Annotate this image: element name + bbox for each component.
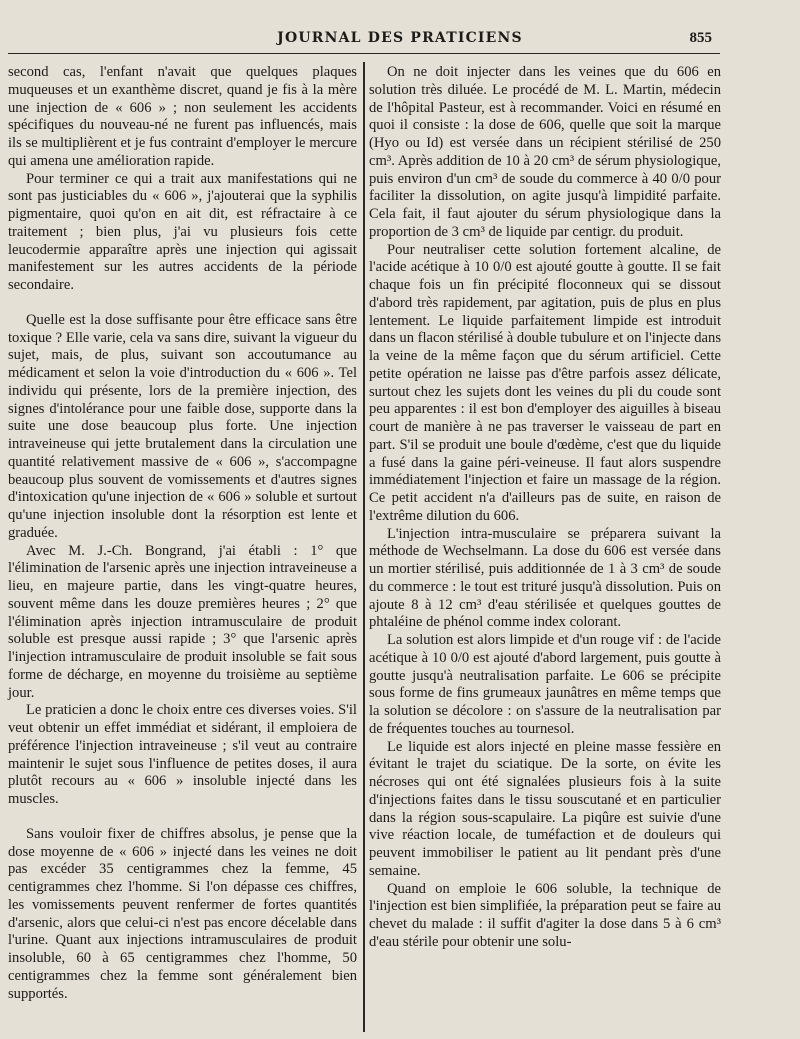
paragraph: Pour terminer ce qui a trait aux manifestations qui ne sont pas justiciables du « 606 », j'ajouterai que la syphilis pigmentaire, quoi qu'on en ait dit, est réfractaire à ce traitement ; bien plus, j'ai vu plusieurs fois cette leucodermie apparaître après une injection qui agissait manifestement sur les autres accidents de la période secondaire. [8,170,357,293]
paragraph: Pour neutraliser cette solution fortement alcaline, de l'acide acétique à 10 0/0 est ajouté goutte à goutte. Il se fait chaque fois un fin précipité floconneux qui se dissout d'abord très rapidement, par agitation, puis de plus en plus lentement. Le liquide parfaitement limpide est introduit dans un flacon stérilisé à double tubulure et on l'injecte dans la veine de la même façon que du sérum artificiel. Cette petite opération ne laisse pas d'être parfois assez délicate, surtout chez les sujets dont les veines du pli du coude sont peu apparentes : il est bon d'employer des aiguilles à biseau court de manière à ne pas traverser le vaisseau de part en part. S'il se produit une boule d'œdème, c'est que du liquide a fusé dans la gaine péri-veineuse. Il faut alors suspendre immédiatement l'injection et faire un massage de la région. Ce petit accident n'a d'ailleurs pas de suite, en raison de l'extrême dilution du 606. [369,241,721,524]
page-number: 855 [689,30,712,46]
left-column [8,64,357,1003]
right-column [369,64,721,952]
header-rule [8,53,720,54]
journal-title: JOURNAL DES PRATICIENS [277,30,523,46]
paragraph: Quelle est la dose suffisante pour être efficace sans être toxique ? Elle varie, cela va sans dire, suivant la vigueur du sujet, mais, de plus, suivant son accoutumance au médicament et selon la voie d'introduction du « 606 ». Tel individu qui présente, lors de la première injection, des signes d'intolérance pour une faible dose, supporte dans la suite une dose beaucoup plus forte. Une injection intraveineuse qui jette brutalement dans la circulation une quantité relativement massive de « 606 », s'accompagne beaucoup plus souvent de vomissements et d'autres signes d'intoxication qu'une injection de « 606 » soluble et surtout qu'une injection insoluble dont la résorption est lente et graduée. [8,311,357,541]
paragraph: Quand on emploie le 606 soluble, la technique de l'injection est bien simplifiée, la préparation peut se faire au chevet du malade : il suffit d'agiter la dose dans 5 à 6 cm³ d'eau stérile pour obtenir une solu- [369,880,721,950]
column-divider [363,62,365,1032]
running-header [0,30,800,54]
paragraph: La solution est alors limpide et d'un rouge vif : de l'acide acétique à 10 0/0 est ajouté d'abord largement, puis goutte à goutte jusqu'à neutralisation parfaite. Le 606 se précipite sous forme de fins grumeaux jaunâtres en même temps que la solution se décolore : on s'assure de la neutralisation par de fréquentes touches au tournesol. [369,632,721,737]
paragraph: L'injection intra-musculaire se préparera suivant la méthode de Wechselmann. La dose du 606 est versée dans un mortier stérilisé, puis additionnée de 1 à 3 cm³ de soude du commerce : le tout est trituré jusqu'à dissolution. Puis on ajoute 8 à 12 cm³ d'eau stérilisée et quelques gouttes de phtaléine de phénol comme index colorant. [369,525,721,631]
paragraph: On ne doit injecter dans les veines que du 606 en solution très diluée. Le procédé de M. L. Martin, médecin de l'hôpital Pasteur, est à recommander. Voici en résumé en quoi il consiste : la dose de 606, quelle que soit la marque (Hyo ou Id) est versée dans un récipient stérilisé de 250 cm³. Après addition de 10 à 20 cm³ de sérum physiologique, puis environ d'un cm³ de soude du commerce à 40 0/0 pour faciliter la dissolution, on agite jusqu'à limpidité parfaite. Cela fait, il faut ajouter du sérum physiologique dans la proportion de 3 cm³ de liquide par centigr. du produit. [369,64,721,240]
paragraph: second cas, l'enfant n'avait que quelques plaques muqueuses et un exanthème discret, quand je fis à la mère une injection de « 606 » ; non seulement les accidents spécifiques du nouveau-né ne furent pas influencés, mais ils se multiplièrent et je fus contraint d'employer le mercure qui amena une amélioration rapide. [8,64,357,169]
paragraph: Le praticien a donc le choix entre ces diverses voies. S'il veut obtenir un effet immédiat et sidérant, il emploiera de préférence l'injection intraveineuse ; s'il veut au contraire maintenir le sujet sous l'influence de petites doses, il aura plutôt recours au « 606 » insoluble injecté dans les muscles. [8,702,357,807]
paragraph: Avec M. J.-Ch. Bongrand, j'ai établi : 1° que l'élimination de l'arsenic après une injection intraveineuse a lieu, en majeure partie, dans les vingt-quatre heures, souvent même dans les douze premières heures ; 2° que l'élimination après injection intramusculaire de produit soluble est presque aussi rapide ; 3° que l'arsenic après l'injection intramusculaire de produit insoluble se fait sous forme de décharge, en moyenne du troisième au septième jour. [8,542,357,701]
paragraph: Sans vouloir fixer de chiffres absolus, je pense que la dose moyenne de « 606 » injecté dans les veines ne doit pas excéder 35 centigrammes chez la femme, 45 centigrammes chez l'homme. Si l'on dépasse ces chiffres, les vomissements peuvent renfermer de fortes quantités d'arsenic, alors que celui-ci n'est pas encore décelable dans l'urine. Quant aux injections intramusculaires de produit insoluble, 60 à 65 centigrammes chez l'homme, 50 centigrammes chez la femme sont généralement bien supportés. [8,825,357,1002]
paragraph: Le liquide est alors injecté en pleine masse fessière en évitant le trajet du sciatique. De la sorte, on évite les nécroses qui ont été signalées plusieurs fois à la suite d'injections faites dans le tissu souscutané et en particulier dans la région sous-scapulaire. La piqûre est suivie d'une vive réaction locale, de tuméfaction et de douleurs qui peuvent immobiliser le patient au lit pendant près d'une semaine. [369,738,721,879]
